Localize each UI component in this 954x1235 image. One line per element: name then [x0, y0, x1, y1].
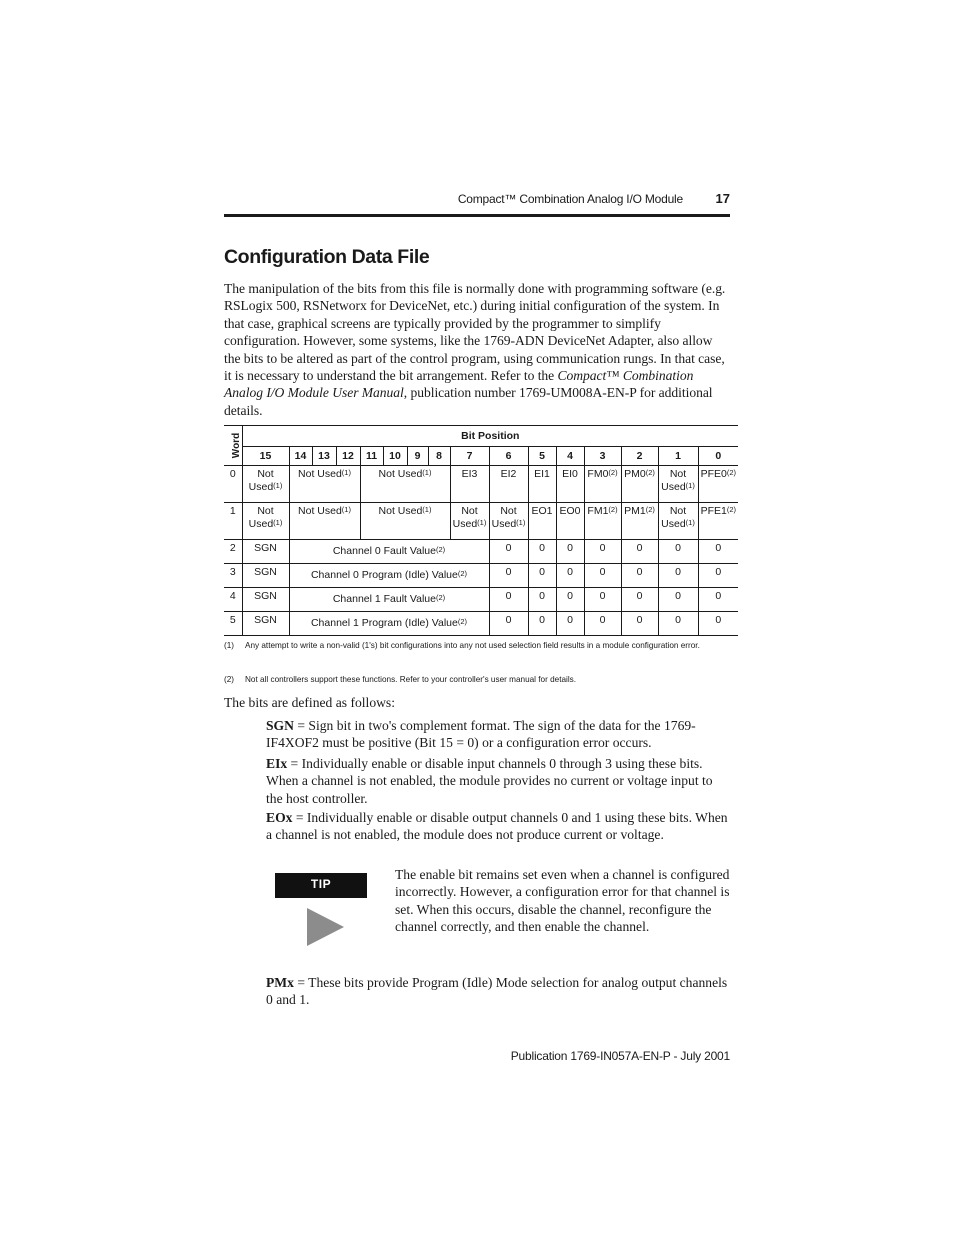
zero-bit-cell: 0: [556, 540, 584, 564]
bit-cell: EI1: [528, 466, 556, 503]
bit-cell: Not Used$^{(1)}$: [360, 503, 450, 540]
publication-footer: Publication 1769-IN057A-EN-P - July 2001: [510, 1049, 730, 1063]
word-number: 3: [224, 564, 242, 588]
value-field-cell: Channel 0 Fault Value$^{(2)}$: [289, 540, 489, 564]
definitions-intro: The bits are defined as follows:: [224, 695, 396, 710]
sign-bit-cell: SGN: [242, 540, 289, 564]
table-row-word-2: [224, 540, 738, 564]
zero-bit-cell: 0: [584, 588, 621, 612]
zero-bit-cell: 0: [489, 540, 528, 564]
bit-cell: PFE1$^{(2)}$: [698, 503, 738, 540]
tip-text: The enable bit remains set even when a channel is configured incorrectly. However, a configuration error for that channel is set. When this occurs, disable the channel, reconfigure the channel correctly, and then enable the channel.: [395, 867, 730, 935]
definition-term: SGN: [266, 718, 294, 733]
bit-cell: EI0: [556, 466, 584, 503]
bit-number-row: [224, 447, 738, 466]
word-number: 2: [224, 540, 242, 564]
value-field-cell: Channel 1 Program (Idle) Value$^{(2)}$: [289, 612, 489, 636]
zero-bit-cell: 0: [621, 540, 658, 564]
bit-cell: Not Used$^{(1)}$: [489, 503, 528, 540]
bit-number: 3: [584, 447, 621, 466]
zero-bit-cell: 0: [658, 564, 698, 588]
zero-bit-cell: 0: [621, 612, 658, 636]
zero-bit-cell: 0: [584, 540, 621, 564]
bit-cell: FM1$^{(2)}$: [584, 503, 621, 540]
bit-cell: EI3: [450, 466, 489, 503]
table-row-word-3: [224, 564, 738, 588]
table-row-word-5: [224, 612, 738, 636]
zero-bit-cell: 0: [698, 540, 738, 564]
bit-cell: EO1: [528, 503, 556, 540]
bit-cell: Not Used$^{(1)}$: [658, 503, 698, 540]
bit-number: 11: [360, 447, 383, 466]
manual-title: Compact™ Combination Analog I/O Module User Manual: [224, 368, 694, 401]
intro-paragraph: [224, 280, 730, 419]
bit-number: 7: [450, 447, 489, 466]
definition-sgn: [266, 717, 730, 752]
header-rule: [224, 214, 730, 217]
zero-bit-cell: 0: [556, 612, 584, 636]
bit-number: 10: [383, 447, 407, 466]
definition-term: EIx: [266, 756, 288, 771]
zero-bit-cell: 0: [584, 612, 621, 636]
zero-bit-cell: 0: [489, 588, 528, 612]
bit-cell: Not Used$^{(1)}$: [242, 503, 289, 540]
zero-bit-cell: 0: [528, 564, 556, 588]
word-number: 4: [224, 588, 242, 612]
footnote-mark: (2): [224, 675, 235, 684]
bit-cell: PFE0$^{(2)}$: [698, 466, 738, 503]
zero-bit-cell: 0: [528, 540, 556, 564]
zero-bit-cell: 0: [584, 564, 621, 588]
bit-number: 12: [336, 447, 360, 466]
bit-number: 6: [489, 447, 528, 466]
bit-cell: PM0$^{(2)}$: [621, 466, 658, 503]
zero-bit-cell: 0: [698, 612, 738, 636]
intro-text-1: The manipulation of the bits from this file is normally done with programming software (e.g. RSLogix 500, RSNetworx for DeviceNet, etc.) during initial configuration of the system. In that case, graphical screens are typically provided by the programmer to simplify configuration. However, some systems, like the 1769-ADN DeviceNet Adapter, also allow the bits to be altered as part of the control program, using communication rungs. In that case, it is necessary to understand the bit arrangement. Refer to the: [224, 281, 726, 384]
word-number: 1: [224, 503, 242, 540]
sign-bit-cell: SGN: [242, 564, 289, 588]
zero-bit-cell: 0: [621, 588, 658, 612]
footnote-mark: (1): [224, 641, 235, 650]
zero-bit-cell: 0: [556, 588, 584, 612]
definition-pmx: [266, 974, 730, 1009]
bit-number: 13: [312, 447, 336, 466]
zero-bit-cell: 0: [556, 564, 584, 588]
zero-bit-cell: 0: [658, 612, 698, 636]
bit-cell: Not Used$^{(1)}$: [289, 503, 360, 540]
running-header: [224, 191, 730, 211]
bit-cell: Not Used$^{(1)}$: [360, 466, 450, 503]
footnote-text: Any attempt to write a non-valid (1's) bit configurations into any not used selection field results in a module configuration error.: [245, 641, 700, 650]
definition-term: EOx: [266, 810, 293, 825]
section-title: Configuration Data File: [224, 246, 430, 268]
definition-text: = Individually enable or disable input channels 0 through 3 using these bits. When a channel is not enabled, the module provides no current or voltage input to the host controller.: [266, 756, 713, 806]
intro-text-2: , publication number 1769-UM008A-EN-P for additional details.: [224, 385, 713, 418]
zero-bit-cell: 0: [489, 564, 528, 588]
zero-bit-cell: 0: [528, 588, 556, 612]
bit-cell: EI2: [489, 466, 528, 503]
sign-bit-cell: SGN: [242, 612, 289, 636]
bit-number: 8: [428, 447, 450, 466]
word-number: 5: [224, 612, 242, 636]
tip-label: TIP: [275, 873, 367, 898]
definition-eix: [266, 755, 730, 807]
bit-position-header: Bit Position: [242, 426, 738, 447]
definition-text: = These bits provide Program (Idle) Mode selection for analog output channels 0 and 1.: [266, 975, 728, 1008]
bit-number: 2: [621, 447, 658, 466]
zero-bit-cell: 0: [658, 540, 698, 564]
definition-text: = Sign bit in two's complement format. The sign of the data for the 1769-IF4XOF2 must be positive (Bit 15 = 0) or a configuration error occurs.: [266, 718, 696, 751]
bit-number: 4: [556, 447, 584, 466]
bit-number: 14: [289, 447, 312, 466]
word-column-header: Word: [224, 426, 242, 466]
configuration-data-table: [224, 425, 738, 636]
table-row-word-1: [224, 503, 738, 540]
footnote-text: Not all controllers support these functions. Refer to your controller's user manual for details.: [245, 675, 577, 684]
bit-cell: Not Used$^{(1)}$: [242, 466, 289, 503]
table-row-word-4: [224, 588, 738, 612]
bit-cell: Not Used$^{(1)}$: [658, 466, 698, 503]
table-row-word-0: [224, 466, 738, 503]
value-field-cell: Channel 1 Fault Value$^{(2)}$: [289, 588, 489, 612]
zero-bit-cell: 0: [698, 588, 738, 612]
value-field-cell: Channel 0 Program (Idle) Value$^{(2)}$: [289, 564, 489, 588]
bit-number: 9: [407, 447, 428, 466]
bit-number: 5: [528, 447, 556, 466]
bit-number: 1: [658, 447, 698, 466]
zero-bit-cell: 0: [658, 588, 698, 612]
bit-cell: FM0$^{(2)}$: [584, 466, 621, 503]
definition-eox: [266, 809, 730, 844]
header-title: Compact™ Combination Analog I/O Module: [457, 192, 683, 206]
definition-term: PMx: [266, 975, 294, 990]
bit-cell: Not Used$^{(1)}$: [289, 466, 360, 503]
definition-text: = Individually enable or disable output channels 0 and 1 using these bits. When a channel is not enabled, the module does not produce current or voltage.: [266, 810, 728, 843]
zero-bit-cell: 0: [489, 612, 528, 636]
sign-bit-cell: SGN: [242, 588, 289, 612]
word-number: 0: [224, 466, 242, 503]
bit-cell: Not Used$^{(1)}$: [450, 503, 489, 540]
zero-bit-cell: 0: [698, 564, 738, 588]
tip-arrow-icon: [307, 908, 344, 946]
zero-bit-cell: 0: [621, 564, 658, 588]
bit-number: 0: [698, 447, 738, 466]
bit-cell: PM1$^{(2)}$: [621, 503, 658, 540]
bit-cell: EO0: [556, 503, 584, 540]
zero-bit-cell: 0: [528, 612, 556, 636]
page-number: 17: [715, 191, 730, 206]
bit-number: 15: [242, 447, 289, 466]
